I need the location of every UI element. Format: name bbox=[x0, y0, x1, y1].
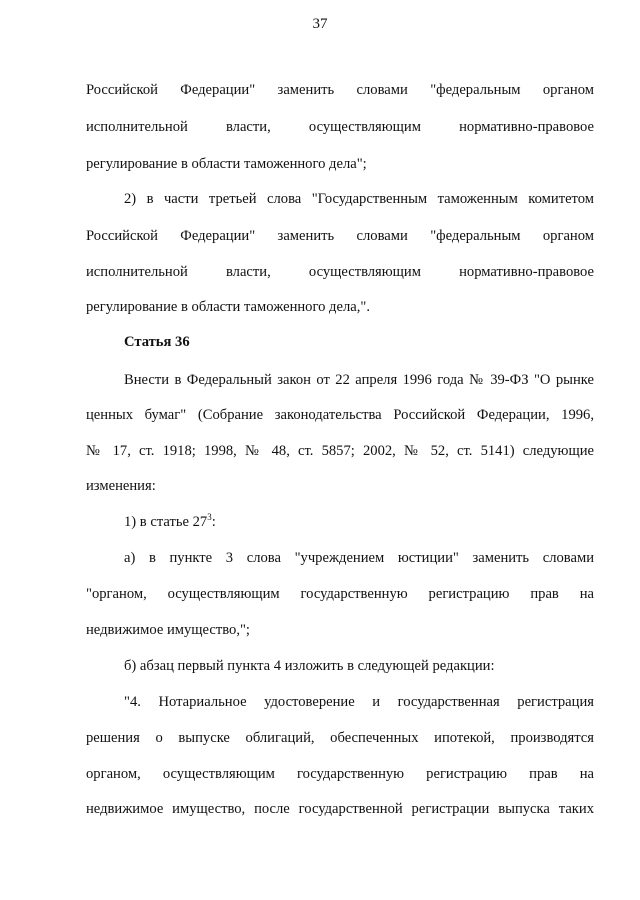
text-line: "4. Нотариальное удостоверение и государственная регистрация bbox=[124, 694, 594, 710]
text-line: Российской Федерации" заменить словами "федеральным органом bbox=[86, 82, 594, 98]
text-line: органом, осуществляющим государственную регистрацию прав на bbox=[86, 766, 594, 782]
text-line: б) абзац первый пункта 4 изложить в следующей редакции: bbox=[124, 658, 495, 674]
text-line: недвижимое имущество,"; bbox=[86, 622, 250, 638]
text-line: исполнительной власти, осуществляющим нормативно-правовое bbox=[86, 264, 594, 280]
text-line: а) в пункте 3 слова "учреждением юстиции" заменить словами bbox=[124, 550, 594, 566]
text-line: недвижимое имущество, после государственной регистрации выпуска таких bbox=[86, 801, 594, 817]
text-fragment: 1) в статье 27 bbox=[124, 514, 208, 530]
text-line: решения о выпуске облигаций, обеспеченных ипотекой, производятся bbox=[86, 730, 594, 746]
text-line: Российской Федерации" заменить словами "федеральным органом bbox=[86, 228, 594, 244]
text-line: изменения: bbox=[86, 478, 156, 494]
text-line: исполнительной власти, осуществляющим нормативно-правовое bbox=[86, 119, 594, 135]
text-line: Внести в Федеральный закон от 22 апреля 1996 года № 39-ФЗ "О рынке bbox=[124, 372, 594, 388]
page-number: 37 bbox=[312, 16, 328, 32]
text-line bbox=[124, 512, 594, 532]
text-fragment: : bbox=[211, 514, 216, 530]
text-line: "органом, осуществляющим государственную регистрацию прав на bbox=[86, 586, 594, 602]
text-line: регулирование в области таможенного дела"; bbox=[86, 156, 367, 172]
text-line: ценных бумаг" (Собрание законодательства Российской Федерации, 1996, bbox=[86, 407, 594, 423]
superscript: 3 bbox=[207, 512, 212, 523]
article-heading: Статья 36 bbox=[124, 334, 190, 350]
text-line: № 17, ст. 1918; 1998, № 48, ст. 5857; 2002, № 52, ст. 5141) следующие bbox=[86, 443, 594, 459]
text-line: регулирование в области таможенного дела,". bbox=[86, 299, 370, 315]
text-line: 2) в части третьей слова "Государственным таможенным комитетом bbox=[124, 191, 594, 207]
